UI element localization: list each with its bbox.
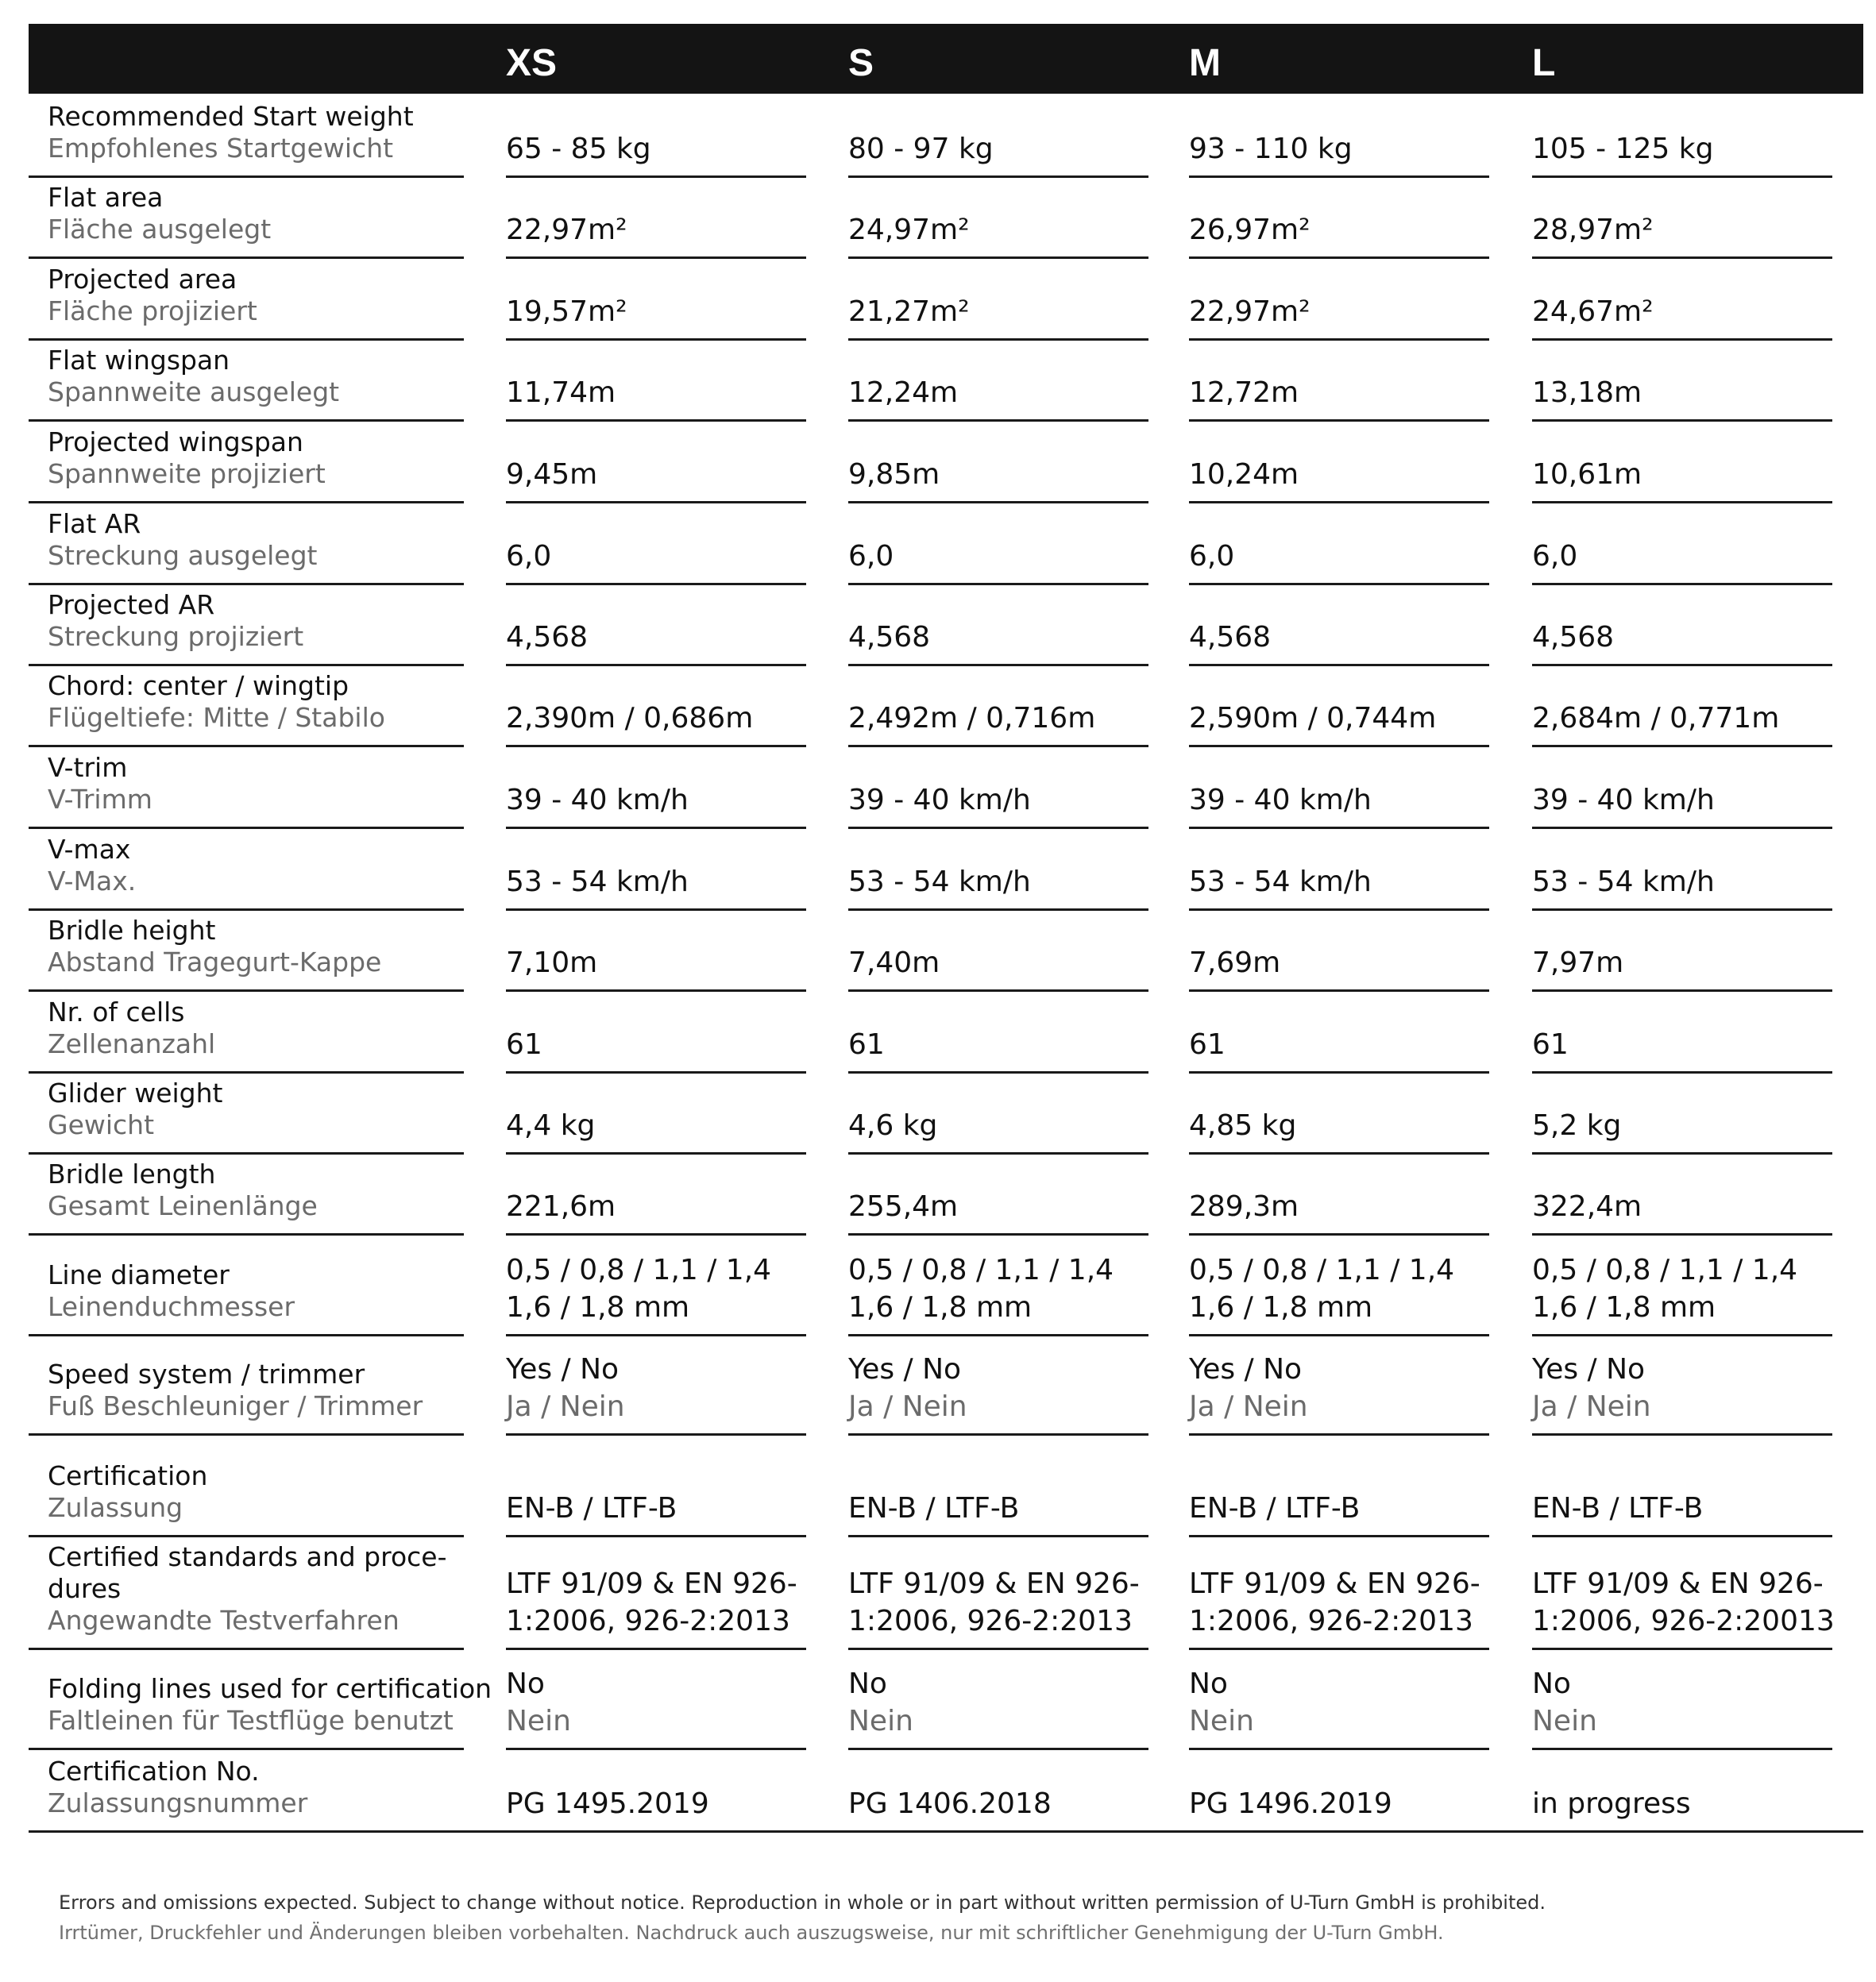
value-flat-wingspan-s: 12,24m [848, 376, 959, 409]
value-chord-center-wingtip-m: 2,590m / 0,744m [1189, 702, 1437, 735]
cell-divider [1189, 419, 1489, 422]
cell-divider [848, 256, 1148, 259]
cell-divider [848, 338, 1148, 341]
value-bridle-length-m: 289,3m [1189, 1190, 1299, 1223]
value-certification-no-l: in progress [1532, 1787, 1691, 1820]
row-divider [29, 419, 464, 422]
size-header-s: S [848, 42, 874, 84]
cell-divider [848, 501, 1148, 503]
value-bridle-height-s: 7,40m [848, 947, 940, 979]
value-v-max-m: 53 - 54 km/h [1189, 866, 1372, 898]
value-line-diameter-s: 0,5 / 0,8 / 1,1 / 1,4 [848, 1254, 1114, 1286]
cell-divider [1189, 989, 1489, 992]
value-certified-standards-and-proce-dures-xs: 1:2006, 926-2:2013 [506, 1605, 790, 1637]
cell-divider [506, 175, 806, 178]
row-label-de-projected-area: Fläche projiziert [48, 295, 257, 326]
row-label-de-certification: Zulassung [48, 1492, 183, 1523]
row-label-de-certified-standards-and-proce-dures: Angewandte Testverfahren [48, 1605, 400, 1636]
value-projected-area-xs: 19,57m² [506, 295, 627, 328]
cell-divider [848, 1535, 1148, 1537]
row-label-en-projected-area: Projected area [48, 264, 237, 295]
row-label-de-bridle-height: Abstand Tragegurt-Kappe [48, 947, 382, 978]
cell-divider [1532, 1648, 1832, 1650]
cell-divider [1532, 908, 1832, 911]
row-label-de-v-trim: V-Trimm [48, 784, 152, 815]
value-line-diameter-xs: 0,5 / 0,8 / 1,1 / 1,4 [506, 1254, 772, 1286]
cell-divider [506, 1535, 806, 1537]
value-folding-lines-used-for-certification-m: No [1189, 1668, 1228, 1700]
row-label-de-chord-center-wingtip: Flügeltiefe: Mitte / Stabilo [48, 702, 385, 733]
value-recommended-start-weight-l: 105 - 125 kg [1532, 133, 1714, 165]
cell-divider [506, 1334, 806, 1336]
value-speed-system-trimmer-s: Ja / Nein [848, 1390, 967, 1423]
cell-divider [1532, 175, 1832, 178]
value-recommended-start-weight-xs: 65 - 85 kg [506, 133, 651, 165]
row-divider [29, 338, 464, 341]
value-certified-standards-and-proce-dures-m: LTF 91/09 & EN 926- [1189, 1567, 1480, 1600]
cell-divider [1189, 1152, 1489, 1155]
row-divider [29, 1535, 464, 1537]
cell-divider [1189, 501, 1489, 503]
row-divider [29, 1830, 1863, 1833]
value-line-diameter-l: 1,6 / 1,8 mm [1532, 1291, 1716, 1324]
cell-divider [848, 1748, 1148, 1750]
row-label-en-recommended-start-weight: Recommended Start weight [48, 101, 414, 132]
row-label-de-nr-of-cells: Zellenanzahl [48, 1028, 216, 1059]
row-label-en-projected-wingspan: Projected wingspan [48, 426, 303, 457]
value-line-diameter-m: 0,5 / 0,8 / 1,1 / 1,4 [1189, 1254, 1455, 1286]
row-label-de-v-max: V-Max. [48, 866, 137, 897]
row-divider [29, 1071, 464, 1074]
cell-divider [848, 664, 1148, 666]
value-certification-no-m: PG 1496.2019 [1189, 1787, 1392, 1820]
value-certification-xs: EN-B / LTF-B [506, 1492, 677, 1525]
cell-divider [1189, 583, 1489, 585]
row-label-de-recommended-start-weight: Empfohlenes Startgewicht [48, 133, 394, 164]
value-folding-lines-used-for-certification-m: Nein [1189, 1705, 1254, 1737]
value-speed-system-trimmer-s: Yes / No [848, 1353, 962, 1386]
value-folding-lines-used-for-certification-s: Nein [848, 1705, 913, 1737]
value-bridle-height-xs: 7,10m [506, 947, 598, 979]
value-line-diameter-m: 1,6 / 1,8 mm [1189, 1291, 1373, 1324]
footer-disclaimer-de: Irrtümer, Druckfehler und Änderungen bleiben vorbehalten. Nachdruck auch auszugsweise, nur mit schriftlicher Genehmigung der U-Turn GmbH. [59, 1922, 1444, 1944]
row-divider [29, 908, 464, 911]
cell-divider [1532, 1334, 1832, 1336]
cell-divider [1532, 256, 1832, 259]
cell-divider [1189, 1748, 1489, 1750]
value-projected-ar-m: 4,568 [1189, 621, 1272, 654]
cell-divider [1532, 583, 1832, 585]
size-header-xs: XS [506, 42, 558, 84]
cell-divider [1532, 501, 1832, 503]
value-line-diameter-l: 0,5 / 0,8 / 1,1 / 1,4 [1532, 1254, 1798, 1286]
value-flat-ar-s: 6,0 [848, 540, 894, 573]
row-label-de-bridle-length: Gesamt Leinenlänge [48, 1190, 318, 1221]
cell-divider [848, 583, 1148, 585]
value-flat-ar-m: 6,0 [1189, 540, 1235, 573]
cell-divider [848, 1334, 1148, 1336]
cell-divider [1189, 908, 1489, 911]
row-label-en-certification-no: Certification No. [48, 1756, 260, 1787]
cell-divider [506, 583, 806, 585]
row-label-en-projected-ar: Projected AR [48, 589, 215, 620]
cell-divider [848, 827, 1148, 829]
cell-divider [506, 908, 806, 911]
value-nr-of-cells-xs: 61 [506, 1028, 542, 1061]
cell-divider [848, 1071, 1148, 1074]
value-flat-wingspan-l: 13,18m [1532, 376, 1642, 409]
row-divider [29, 1748, 464, 1750]
value-certification-m: EN-B / LTF-B [1189, 1492, 1361, 1525]
cell-divider [1189, 827, 1489, 829]
cell-divider [1189, 1233, 1489, 1236]
cell-divider [506, 1433, 806, 1436]
value-projected-wingspan-m: 10,24m [1189, 458, 1299, 491]
row-divider [29, 501, 464, 503]
cell-divider [1532, 338, 1832, 341]
row-divider [29, 1334, 464, 1336]
row-label-de-folding-lines-used-for-certification: Faltleinen für Testflüge benutzt [48, 1705, 454, 1736]
row-label-en-certified-standards-and-proce-dures: Certified standards and proce- [48, 1541, 447, 1572]
value-speed-system-trimmer-xs: Yes / No [506, 1353, 620, 1386]
row-label-de-glider-weight: Gewicht [48, 1109, 155, 1140]
row-label-en-glider-weight: Glider weight [48, 1078, 223, 1109]
row-label-de-projected-ar: Streckung projiziert [48, 621, 304, 652]
value-line-diameter-s: 1,6 / 1,8 mm [848, 1291, 1033, 1324]
cell-divider [1532, 745, 1832, 747]
row-label-de-flat-wingspan: Spannweite ausgelegt [48, 376, 340, 407]
cell-divider [1532, 664, 1832, 666]
cell-divider [848, 1152, 1148, 1155]
cell-divider [1532, 1071, 1832, 1074]
row-label-en-flat-area: Flat area [48, 182, 164, 213]
cell-divider [1532, 1535, 1832, 1537]
value-flat-area-l: 28,97m² [1532, 214, 1654, 246]
cell-divider [506, 1071, 806, 1074]
cell-divider [1532, 827, 1832, 829]
row-divider [29, 1433, 464, 1436]
row-label-de-line-diameter: Leinenduchmesser [48, 1291, 295, 1322]
row-label-en-certification: Certification [48, 1460, 208, 1491]
cell-divider [848, 1233, 1148, 1236]
cell-divider [1189, 256, 1489, 259]
value-certified-standards-and-proce-dures-m: 1:2006, 926-2:2013 [1189, 1605, 1473, 1637]
value-folding-lines-used-for-certification-xs: Nein [506, 1705, 571, 1737]
size-header-m: M [1189, 42, 1221, 84]
row-divider [29, 256, 464, 259]
row-label-de-flat-ar: Streckung ausgelegt [48, 540, 318, 571]
value-projected-wingspan-s: 9,85m [848, 458, 940, 491]
value-projected-area-s: 21,27m² [848, 295, 970, 328]
row-label-en-flat-ar: Flat AR [48, 508, 141, 539]
cell-divider [1189, 1648, 1489, 1650]
value-certification-no-s: PG 1406.2018 [848, 1787, 1052, 1820]
value-flat-area-xs: 22,97m² [506, 214, 627, 246]
cell-divider [848, 908, 1148, 911]
cell-divider [1189, 338, 1489, 341]
value-glider-weight-xs: 4,4 kg [506, 1109, 596, 1142]
value-certified-standards-and-proce-dures-xs: LTF 91/09 & EN 926- [506, 1567, 797, 1600]
row-label-de-certification-no: Zulassungsnummer [48, 1787, 308, 1818]
value-projected-ar-xs: 4,568 [506, 621, 589, 654]
value-speed-system-trimmer-m: Ja / Nein [1189, 1390, 1308, 1423]
value-line-diameter-xs: 1,6 / 1,8 mm [506, 1291, 690, 1324]
cell-divider [848, 745, 1148, 747]
size-header-l: L [1532, 42, 1556, 84]
value-projected-wingspan-xs: 9,45m [506, 458, 598, 491]
value-certified-standards-and-proce-dures-l: LTF 91/09 & EN 926- [1532, 1567, 1824, 1600]
cell-divider [506, 1152, 806, 1155]
cell-divider [1189, 745, 1489, 747]
cell-divider [1189, 664, 1489, 666]
value-certified-standards-and-proce-dures-s: 1:2006, 926-2:2013 [848, 1605, 1133, 1637]
value-v-trim-l: 39 - 40 km/h [1532, 784, 1715, 816]
cell-divider [848, 989, 1148, 992]
row-label-en-speed-system-trimmer: Speed system / trimmer [48, 1359, 365, 1390]
value-folding-lines-used-for-certification-s: No [848, 1668, 887, 1700]
cell-divider [1532, 1748, 1832, 1750]
cell-divider [506, 1233, 806, 1236]
cell-divider [1532, 1433, 1832, 1436]
cell-divider [1532, 1233, 1832, 1236]
value-flat-wingspan-m: 12,72m [1189, 376, 1299, 409]
header-bar [29, 24, 1863, 94]
cell-divider [1189, 1334, 1489, 1336]
cell-divider [1189, 1433, 1489, 1436]
cell-divider [506, 501, 806, 503]
value-projected-area-m: 22,97m² [1189, 295, 1310, 328]
value-v-trim-xs: 39 - 40 km/h [506, 784, 689, 816]
cell-divider [506, 419, 806, 422]
value-folding-lines-used-for-certification-xs: No [506, 1668, 545, 1700]
value-flat-wingspan-xs: 11,74m [506, 376, 616, 409]
value-flat-area-s: 24,97m² [848, 214, 970, 246]
row-divider [29, 664, 464, 666]
row-label-en-chord-center-wingtip: Chord: center / wingtip [48, 670, 349, 701]
value-v-max-s: 53 - 54 km/h [848, 866, 1031, 898]
value-chord-center-wingtip-l: 2,684m / 0,771m [1532, 702, 1780, 735]
row-divider [29, 175, 464, 178]
row-label-de-speed-system-trimmer: Fuß Beschleuniger / Trimmer [48, 1390, 423, 1421]
value-nr-of-cells-m: 61 [1189, 1028, 1226, 1061]
value-certified-standards-and-proce-dures-l: 1:2006, 926-2:20013 [1532, 1605, 1835, 1637]
value-bridle-height-l: 7,97m [1532, 947, 1624, 979]
cell-divider [848, 419, 1148, 422]
row-divider [29, 989, 464, 992]
value-speed-system-trimmer-l: Yes / No [1532, 1353, 1646, 1386]
value-glider-weight-m: 4,85 kg [1189, 1109, 1297, 1142]
cell-divider [506, 664, 806, 666]
value-flat-area-m: 26,97m² [1189, 214, 1310, 246]
value-v-max-l: 53 - 54 km/h [1532, 866, 1715, 898]
value-speed-system-trimmer-l: Ja / Nein [1532, 1390, 1651, 1423]
value-certification-l: EN-B / LTF-B [1532, 1492, 1704, 1525]
row-label-en-v-trim: V-trim [48, 752, 128, 783]
value-projected-wingspan-l: 10,61m [1532, 458, 1642, 491]
row-label-en-flat-wingspan: Flat wingspan [48, 345, 230, 376]
cell-divider [1532, 419, 1832, 422]
cell-divider [506, 338, 806, 341]
row-label-de-flat-area: Fläche ausgelegt [48, 214, 272, 245]
cell-divider [1532, 989, 1832, 992]
row-label-en-bridle-length: Bridle length [48, 1159, 216, 1190]
cell-divider [1189, 175, 1489, 178]
value-bridle-height-m: 7,69m [1189, 947, 1281, 979]
value-speed-system-trimmer-m: Yes / No [1189, 1353, 1303, 1386]
row-divider [29, 1152, 464, 1155]
row-divider [29, 1648, 464, 1650]
value-projected-ar-s: 4,568 [848, 621, 931, 654]
value-bridle-length-l: 322,4m [1532, 1190, 1642, 1223]
row-label-en-nr-of-cells: Nr. of cells [48, 997, 185, 1028]
value-recommended-start-weight-m: 93 - 110 kg [1189, 133, 1353, 165]
row-divider [29, 583, 464, 585]
value-speed-system-trimmer-xs: Ja / Nein [506, 1390, 625, 1423]
value-certification-no-xs: PG 1495.2019 [506, 1787, 709, 1820]
cell-divider [1189, 1071, 1489, 1074]
cell-divider [506, 1648, 806, 1650]
value-bridle-length-s: 255,4m [848, 1190, 959, 1223]
value-projected-ar-l: 4,568 [1532, 621, 1615, 654]
value-v-trim-m: 39 - 40 km/h [1189, 784, 1372, 816]
cell-divider [848, 1648, 1148, 1650]
value-projected-area-l: 24,67m² [1532, 295, 1654, 328]
cell-divider [506, 827, 806, 829]
row-label-en-certified-standards-and-proce-dures: dures [48, 1573, 122, 1604]
value-nr-of-cells-l: 61 [1532, 1028, 1569, 1061]
value-folding-lines-used-for-certification-l: No [1532, 1668, 1571, 1700]
row-label-en-v-max: V-max [48, 834, 131, 865]
value-recommended-start-weight-s: 80 - 97 kg [848, 133, 994, 165]
row-label-en-line-diameter: Line diameter [48, 1259, 230, 1290]
value-flat-ar-l: 6,0 [1532, 540, 1578, 573]
cell-divider [506, 1748, 806, 1750]
row-label-de-projected-wingspan: Spannweite projiziert [48, 458, 326, 489]
row-divider [29, 1233, 464, 1236]
value-v-trim-s: 39 - 40 km/h [848, 784, 1031, 816]
row-label-en-folding-lines-used-for-certification: Folding lines used for certification [48, 1673, 492, 1704]
cell-divider [848, 175, 1148, 178]
value-glider-weight-s: 4,6 kg [848, 1109, 938, 1142]
row-divider [29, 827, 464, 829]
cell-divider [506, 745, 806, 747]
cell-divider [506, 989, 806, 992]
row-label-en-bridle-height: Bridle height [48, 915, 216, 946]
row-divider [29, 745, 464, 747]
value-certification-s: EN-B / LTF-B [848, 1492, 1020, 1525]
value-certified-standards-and-proce-dures-s: LTF 91/09 & EN 926- [848, 1567, 1140, 1600]
cell-divider [848, 1433, 1148, 1436]
value-nr-of-cells-s: 61 [848, 1028, 885, 1061]
cell-divider [1532, 1152, 1832, 1155]
value-glider-weight-l: 5,2 kg [1532, 1109, 1622, 1142]
value-v-max-xs: 53 - 54 km/h [506, 866, 689, 898]
value-folding-lines-used-for-certification-l: Nein [1532, 1705, 1597, 1737]
value-chord-center-wingtip-xs: 2,390m / 0,686m [506, 702, 754, 735]
value-chord-center-wingtip-s: 2,492m / 0,716m [848, 702, 1096, 735]
value-flat-ar-xs: 6,0 [506, 540, 552, 573]
cell-divider [506, 256, 806, 259]
value-bridle-length-xs: 221,6m [506, 1190, 616, 1223]
cell-divider [1189, 1535, 1489, 1537]
footer-disclaimer-en: Errors and omissions expected. Subject to change without notice. Reproduction in whole or in part without written permission of U-Turn GmbH is prohibited. [59, 1891, 1546, 1914]
